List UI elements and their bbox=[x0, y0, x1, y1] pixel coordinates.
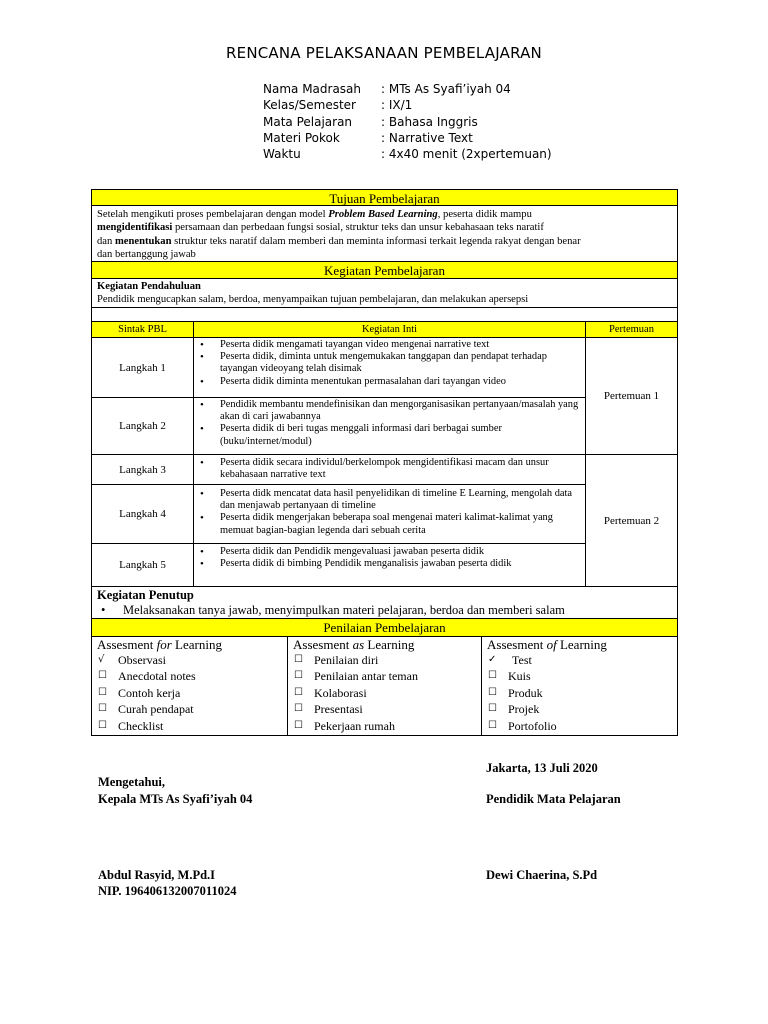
activity-item: • Peserta didik di beri tugas menggali informasi dari berbagai sumber (buku/internet/modul) bbox=[194, 423, 585, 447]
assessment-item bbox=[92, 652, 287, 668]
info-value: : IX/1 bbox=[381, 98, 413, 112]
step-name: Langkah 5 bbox=[91, 543, 194, 587]
checkbox-icon: ☐ bbox=[98, 703, 107, 715]
model-name: Problem Based Learning bbox=[328, 209, 438, 220]
col-header-pertemuan: Pertemuan bbox=[585, 321, 678, 338]
assessment-item bbox=[482, 701, 677, 717]
penilaian-header: Penilaian Pembelajaran bbox=[91, 618, 678, 637]
assessment-item bbox=[482, 718, 677, 734]
checkbox-icon: ☐ bbox=[98, 719, 107, 731]
penutup-section bbox=[91, 586, 678, 619]
penutup-item bbox=[97, 603, 672, 618]
info-value: : MTs As Syafi’iyah 04 bbox=[381, 82, 511, 96]
activity-item: • Peserta didik mengamati tayangan video mengenai narrative text bbox=[194, 339, 585, 351]
assessment-item bbox=[288, 718, 481, 734]
checkbox-icon: ☐ bbox=[488, 686, 497, 698]
assessment-label: Checklist bbox=[118, 718, 164, 733]
signature-left-name: Abdul Rasyid, M.Pd.I bbox=[98, 868, 216, 882]
tujuan-verb: mengidentifikasi bbox=[97, 222, 173, 234]
assessment-label: Penilaian antar teman bbox=[314, 669, 418, 684]
assessment-for-title bbox=[92, 636, 287, 652]
assessment-of-title bbox=[482, 636, 677, 652]
tujuan-header: Tujuan Pembelajaran bbox=[91, 189, 678, 206]
assessment-label: Test bbox=[512, 653, 532, 667]
activity-item: • Pendidik membantu mendefinisikan dan mengorganisasikan pertanyaan/masalah yang akan di cari jawabannya bbox=[194, 399, 585, 423]
pendahuluan-section bbox=[91, 278, 678, 308]
info-key: Waktu bbox=[263, 147, 301, 161]
tujuan-text: Setelah mengikuti proses pembelajaran dengan model bbox=[97, 209, 329, 220]
checkbox-icon: ☐ bbox=[488, 703, 497, 715]
info-key: Kelas/Semester bbox=[263, 98, 356, 112]
pendahuluan-text: Pendidik mengucapkan salam, berdoa, menyampaikan tujuan pembelajaran, dan melakukan apersepsi bbox=[97, 294, 529, 306]
document-title: RENCANA PELAKSANAAN PEMBELAJARAN bbox=[226, 44, 542, 62]
penutup-title: Kegiatan Penutup bbox=[97, 588, 194, 602]
assessment-label: Penilaian diri bbox=[314, 653, 379, 667]
step-activities bbox=[193, 454, 586, 485]
info-key: Materi Pokok bbox=[263, 131, 340, 145]
assessment-item bbox=[482, 668, 677, 684]
activity-item: • Peserta didik secara individul/berkelompok mengidentifikasi macam dan unsur kebahasaan narrative text bbox=[194, 457, 585, 481]
assessment-label: Presentasi bbox=[314, 702, 363, 717]
tujuan-text: struktur teks naratif dalam memberi dan meminta informasi terkait legenda rakyat dengan benar bbox=[171, 235, 581, 247]
checkbox-icon: ☐ bbox=[488, 719, 497, 731]
tujuan-text: , peserta didik mampu bbox=[437, 209, 532, 220]
checkbox-icon: ☐ bbox=[488, 670, 497, 682]
signature-left-line1: Mengetahui, bbox=[98, 775, 166, 789]
checkbox-icon: ☐ bbox=[294, 703, 303, 715]
step-name: Langkah 2 bbox=[91, 397, 194, 455]
pertemuan-2: Pertemuan 2 bbox=[585, 454, 678, 587]
step-activities bbox=[193, 484, 586, 544]
tujuan-verb: menentukan bbox=[114, 235, 172, 247]
assessment-item bbox=[288, 685, 481, 701]
assessment-item bbox=[92, 685, 287, 701]
activity-item: • Peserta didik, diminta untuk mengemukakan tanggapan dan pendapat terhadap tayangan videoyang telah disimak bbox=[194, 351, 585, 375]
activity-item: • Peserta didik dan Pendidik mengevaluasi jawaban peserta didik bbox=[194, 546, 585, 558]
assessment-label: Contoh kerja bbox=[118, 685, 181, 700]
info-value: : Narrative Text bbox=[381, 131, 473, 145]
assessment-item bbox=[482, 652, 677, 668]
bullet-icon: • bbox=[101, 603, 106, 617]
assessment-item bbox=[92, 701, 287, 717]
assessment-of-column bbox=[481, 636, 678, 736]
pendahuluan-title: Kegiatan Pendahuluan bbox=[97, 281, 201, 292]
check-icon: √ bbox=[98, 654, 105, 665]
check-icon: ✓ bbox=[488, 654, 497, 665]
kegiatan-header: Kegiatan Pembelajaran bbox=[91, 261, 678, 279]
assessment-title-text: Learning bbox=[556, 637, 607, 652]
assessment-label: Kuis bbox=[508, 669, 531, 684]
assessment-label: Anecdotal notes bbox=[118, 669, 196, 684]
activity-item: • Peserta didik di bimbing Pendidik menganalisis jawaban peserta didik bbox=[194, 558, 585, 570]
tujuan-line bbox=[97, 235, 672, 248]
tujuan-line bbox=[97, 248, 672, 261]
info-key: Nama Madrasah bbox=[263, 82, 362, 96]
col-header-sintak: Sintak PBL bbox=[91, 321, 194, 338]
step-name: Langkah 3 bbox=[91, 454, 194, 485]
assessment-title-text: Assesment bbox=[487, 637, 547, 652]
assessment-item bbox=[482, 685, 677, 701]
tujuan-body bbox=[91, 205, 678, 262]
info-value: : 4x40 menit (2xpertemuan) bbox=[381, 147, 552, 161]
assessment-label: Projek bbox=[508, 702, 540, 717]
assessment-title-text: Assesment bbox=[97, 637, 157, 652]
signature-date: Jakarta, 13 Juli 2020 bbox=[486, 761, 598, 775]
assessment-title-text: Learning bbox=[171, 637, 222, 652]
step-activities bbox=[193, 337, 586, 398]
checkbox-icon: ☐ bbox=[294, 719, 303, 731]
signature-left-nip: NIP. 196406132007011024 bbox=[98, 884, 237, 898]
pertemuan-1: Pertemuan 1 bbox=[585, 337, 678, 455]
assessment-label: Curah pendapat bbox=[118, 702, 194, 717]
tujuan-line bbox=[97, 208, 672, 221]
assessment-title-em: of bbox=[546, 637, 557, 652]
assessment-for-column bbox=[91, 636, 288, 736]
spacer-row bbox=[91, 307, 678, 322]
checkbox-icon: ☐ bbox=[98, 670, 107, 682]
tujuan-text: persamaan dan perbedaan fungsi sosial, struktur teks dan unsur kebahasaan teks naratif bbox=[172, 222, 544, 234]
activity-item: • Peserta didk mencatat data hasil penyelidikan di timeline E Learning, mengolah data dan menjawab pertanyaan di timeline bbox=[194, 488, 585, 512]
tujuan-text: dan bbox=[97, 235, 115, 247]
info-key: Mata Pelajaran bbox=[263, 115, 353, 129]
tujuan-text: dan bertanggung jawab bbox=[97, 249, 196, 261]
signature-left-line2: Kepala MTs As Syafi’iyah 04 bbox=[98, 792, 253, 806]
assessment-as-title bbox=[288, 636, 481, 652]
assessment-label: Kolaborasi bbox=[314, 685, 367, 700]
penutup-text: Melaksanakan tanya jawab, menyimpulkan materi pelajaran, berdoa dan memberi salam bbox=[123, 603, 565, 617]
assessment-item bbox=[288, 668, 481, 684]
assessment-label: Portofolio bbox=[508, 718, 557, 733]
activity-item: • Peserta didik diminta menentukan permasalahan dari tayangan video bbox=[194, 376, 585, 388]
assessment-label: Pekerjaan rumah bbox=[314, 718, 395, 733]
assessment-item bbox=[288, 652, 481, 668]
step-activities bbox=[193, 543, 586, 587]
step-activities bbox=[193, 397, 586, 455]
assessment-item bbox=[92, 668, 287, 684]
checkbox-icon: ☐ bbox=[98, 686, 107, 698]
col-header-inti: Kegiatan Inti bbox=[193, 321, 586, 338]
assessment-label: Produk bbox=[508, 685, 543, 700]
assessment-item bbox=[92, 718, 287, 734]
signature-right-role: Pendidik Mata Pelajaran bbox=[486, 792, 621, 806]
tujuan-line bbox=[97, 221, 672, 234]
step-name: Langkah 1 bbox=[91, 337, 194, 398]
checkbox-icon: ☐ bbox=[294, 670, 303, 682]
assessment-title-text: Learning bbox=[364, 637, 415, 652]
checkbox-icon: ☐ bbox=[294, 654, 303, 665]
signature-right-name: Dewi Chaerina, S.Pd bbox=[486, 868, 598, 882]
activity-item: • Peserta didik mengerjakan beberapa soal mengenai materi kalimat-kalimat yang memuat bagian-bagian legenda dari sebuah cerita bbox=[194, 512, 585, 536]
step-name: Langkah 4 bbox=[91, 484, 194, 544]
assessment-title-em: as bbox=[352, 637, 365, 652]
assessment-title-em: for bbox=[156, 637, 172, 652]
assessment-title-text: Assesment bbox=[293, 637, 353, 652]
assessment-item bbox=[288, 701, 481, 717]
assessment-label: Observasi bbox=[118, 653, 166, 667]
info-value: : Bahasa Inggris bbox=[381, 115, 478, 129]
checkbox-icon: ☐ bbox=[294, 686, 303, 698]
assessment-as-column bbox=[287, 636, 482, 736]
